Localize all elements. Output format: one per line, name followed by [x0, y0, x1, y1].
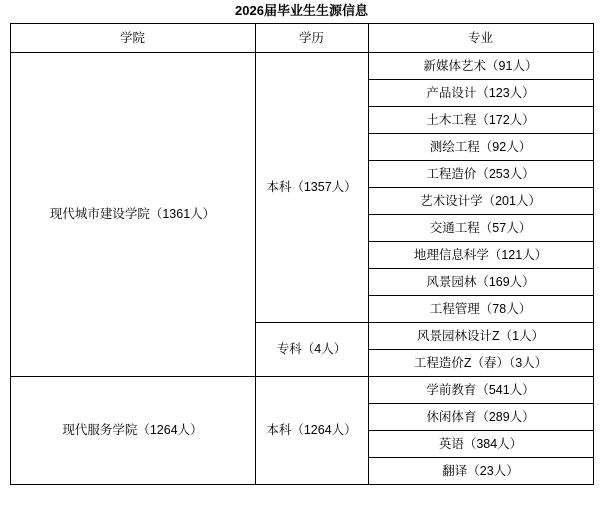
column-header-college: 学院: [10, 24, 255, 53]
degree-cell: 本科（1264人）: [255, 377, 368, 485]
major-cell: 翻译（23人）: [368, 458, 593, 485]
major-cell: 土木工程（172人）: [368, 107, 593, 134]
major-cell: 工程造价（253人）: [368, 161, 593, 188]
table-header-row: [10, 24, 593, 53]
page-title: 2026届毕业生生源信息: [235, 3, 368, 18]
college-cell: 现代城市建设学院（1361人）: [10, 53, 255, 377]
graduate-source-table: [10, 23, 594, 485]
major-cell: 产品设计（123人）: [368, 80, 593, 107]
table-header: [10, 24, 593, 53]
major-cell: 新媒体艺术（91人）: [368, 53, 593, 80]
table-row: [10, 377, 593, 404]
column-header-degree: 学历: [255, 24, 368, 53]
major-cell: 风景园林设计Z（1人）: [368, 323, 593, 350]
table-body: [10, 53, 593, 485]
degree-cell: 本科（1357人）: [255, 53, 368, 323]
major-cell: 休闲体育（289人）: [368, 404, 593, 431]
major-cell: 英语（384人）: [368, 431, 593, 458]
major-cell: 学前教育（541人）: [368, 377, 593, 404]
degree-cell: 专科（4人）: [255, 323, 368, 377]
major-cell: 测绘工程（92人）: [368, 134, 593, 161]
column-header-major: 专业: [368, 24, 593, 53]
major-cell: 交通工程（57人）: [368, 215, 593, 242]
table-row: [10, 53, 593, 80]
major-cell: 风景园林（169人）: [368, 269, 593, 296]
major-cell: 地理信息科学（121人）: [368, 242, 593, 269]
major-cell: 工程造价Z（春）（3人）: [368, 350, 593, 377]
major-cell: 工程管理（78人）: [368, 296, 593, 323]
college-cell: 现代服务学院（1264人）: [10, 377, 255, 485]
major-cell: 艺术设计学（201人）: [368, 188, 593, 215]
